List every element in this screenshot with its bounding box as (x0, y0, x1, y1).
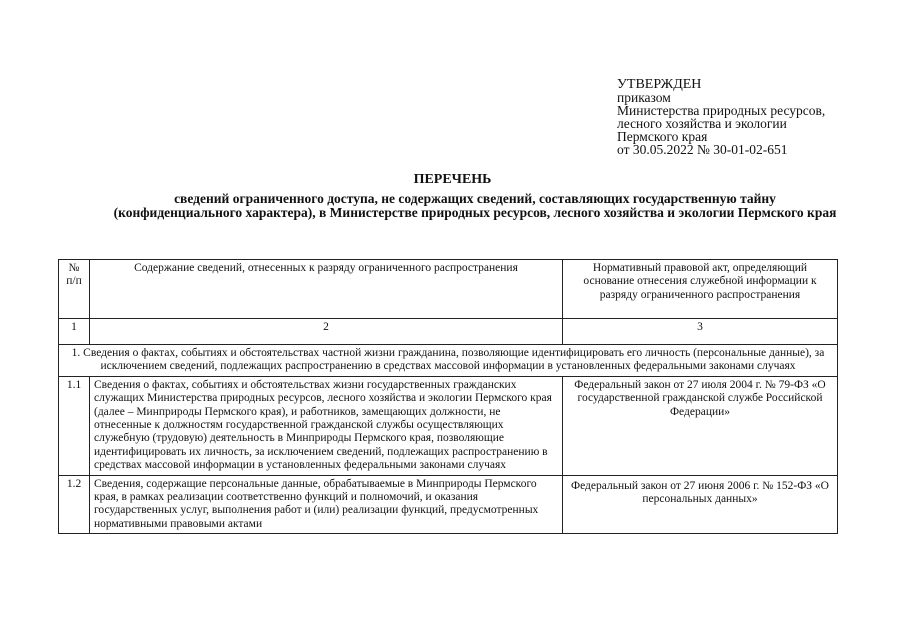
column-numbers-row (59, 319, 838, 345)
header-legal-act: Нормативный правовой акт, определяющий основание отнесения служебной информации к разряду ограниченного распространения (563, 260, 838, 319)
column-number: 1 (59, 319, 90, 345)
table-header-row (59, 260, 838, 319)
header-number: № п/п (59, 260, 90, 319)
approval-line: Пермского края (617, 129, 708, 144)
approval-line: от 30.05.2022 № 30-01-02-651 (617, 142, 788, 157)
approval-line: Министерства природных ресурсов, (617, 103, 826, 118)
row-content: Сведения о фактах, событиях и обстоятельствах жизни государственных гражданских служащих Министерства природных ресурсов, лесного хозяйства и экологии Пермского края (далее – Минприроды Пермского края), и работников, замещающих должности, не отнесенные к должностям государственной гражданской службы осуществляющих служебную (трудовую) деятельность в Минприроды Пермского края, позволяющие идентифицировать их личность, за исключением сведений, подлежащих распространению в средствах массовой информации в установленных федеральными законами случаях (90, 376, 563, 475)
approval-stamp (617, 78, 825, 156)
document-title: ПЕРЕЧЕНЬ (413, 172, 492, 187)
section-row (59, 345, 838, 377)
table-row (59, 376, 838, 475)
document-subtitle: сведений ограниченного доступа, не содержащих сведений, составляющих государственную тайну (конфиденциального характера), в Министерстве природных ресурсов, лесного хозяйства и экологии Пермского края (113, 191, 837, 220)
section-heading: 1. Сведения о фактах, событиях и обстоятельствах частной жизни гражданина, позволяющие идентифицировать его личность (персональные данные), за исключением сведений, подлежащих распространению в средствах массовой информации в установленных федеральными законами случаях (59, 345, 838, 377)
row-content: Сведения, содержащие персональные данные, обрабатываемые в Минприроды Пермского края, в рамках реализации соответственно функций и полномочий, и оказания государственных услуг, выполнения работ и (или) реализации функций, предусмотренных нормативными правовыми актами (90, 475, 563, 534)
approval-line: приказом (617, 90, 671, 105)
approval-heading: УТВЕРЖДЕН (617, 77, 702, 92)
row-legal-act: Федеральный закон от 27 июля 2004 г. № 79-ФЗ «О государственной гражданской службе Российской Федерации» (563, 376, 838, 475)
row-number: 1.1 (59, 376, 90, 475)
approval-line: лесного хозяйства и экологии (617, 116, 787, 131)
table-row (59, 475, 838, 534)
information-table (58, 259, 838, 534)
row-legal-act: Федеральный закон от 27 июня 2006 г. № 152-ФЗ «О персональных данных» (563, 475, 838, 534)
column-number: 2 (90, 319, 563, 345)
header-content: Содержание сведений, отнесенных к разряду ограниченного распространения (90, 260, 563, 319)
row-number: 1.2 (59, 475, 90, 534)
column-number: 3 (563, 319, 838, 345)
